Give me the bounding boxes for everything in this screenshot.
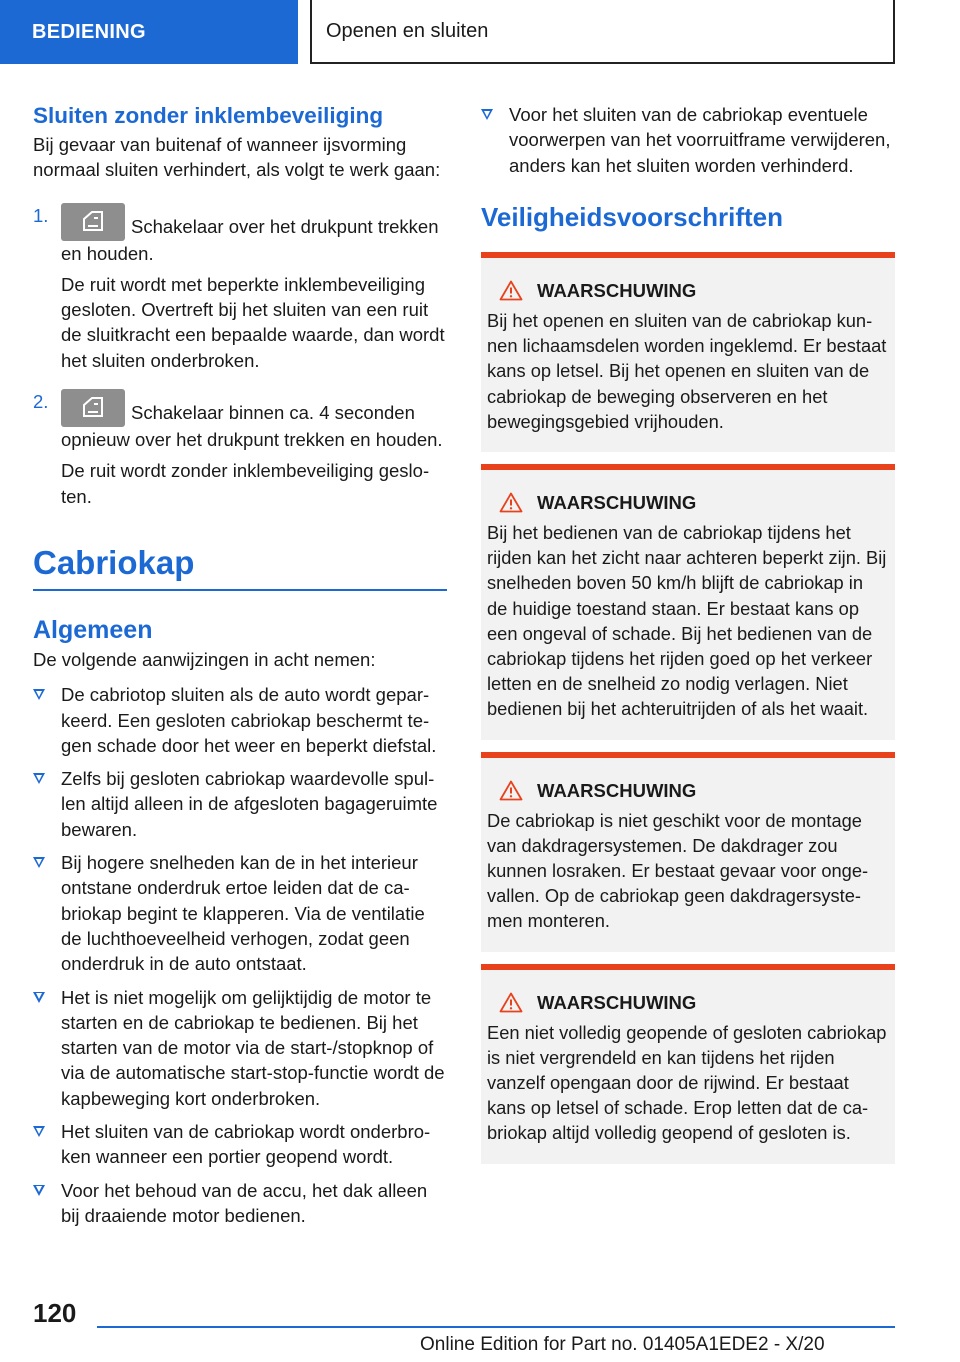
list-item-text: Zelfs bij gesloten cabriokap waardevolle spullen altijd alleen in de afgesloten bagageruimte bewaren. <box>61 768 438 840</box>
warning-header <box>487 490 887 516</box>
list-item-text: De cabriotop sluiten als de auto wordt geparkeerd. Een gesloten cabriokap beschermt tegen schade door het weer en beperkt diefstal. <box>61 684 437 756</box>
header-section <box>0 0 298 64</box>
list-item <box>33 850 447 976</box>
warning-header <box>487 990 887 1016</box>
footer-edition: Online Edition for Part no. 01405A1EDE2 - X/20 <box>420 1334 825 1355</box>
bullet-triangle-icon <box>33 992 45 1003</box>
step-number: 2. <box>33 391 49 413</box>
warning-box <box>481 252 895 452</box>
list-item-text: Voor het behoud van de accu, het dak alleen bij draaiende motor bedienen. <box>61 1179 428 1226</box>
warning-title: WAARSCHUWING <box>537 279 697 301</box>
list-item <box>33 985 447 1111</box>
left-column <box>33 100 447 1228</box>
step-detail: De ruit wordt zonder inklembeveiliging gesloten. <box>61 460 430 507</box>
list-item <box>33 766 447 842</box>
step-2 <box>33 389 447 509</box>
list-item <box>33 1119 447 1170</box>
warning-triangle-icon <box>499 992 523 1013</box>
warning-box <box>481 964 895 1164</box>
warning-text: Bij het bedienen van de cabriokap tijdens het rijden kan het zicht naar achteren beperkt zijn. Bij snelheden boven 50 km/h blijft de cabriokap in de huidige toestand staan. Er bestaat kans op een ongeval of schade. Bij het bedienen van de cabriokap tijdens het rijden goed op het verkeer letten en de snelheid zo nodig verlagen. Niet bedienen bij het achteruitrijden of als het waait. <box>487 521 887 720</box>
warning-text: De cabriokap is niet geschikt voor de montage van dakdragersystemen. De dakdrager zou kunnen losraken. Er bestaat gevaar voor ongevallen. Op de cabriokap geen dakdragersystemen monteren. <box>487 809 869 932</box>
step-detail: De ruit wordt met beperkte inklembeveiliging gesloten. Overtreft bij het sluiten van een ruit de sluitkracht een bepaalde waarde, dan wordt het sluiten onderbroken. <box>61 273 445 371</box>
list-item <box>481 102 895 178</box>
subheading: Sluiten zonder inklembeveiliging <box>33 103 384 128</box>
chapter-title: Cabriokap <box>33 543 195 581</box>
bullet-triangle-icon <box>33 689 45 700</box>
list-item-text: Het sluiten van de cabriokap wordt onderbroken wanneer een portier geopend wordt. <box>61 1121 431 1168</box>
list-item <box>33 682 447 758</box>
chapter-rule <box>33 589 447 591</box>
warning-triangle-icon <box>499 780 523 801</box>
step-1 <box>33 203 447 373</box>
step-text: Schakelaar binnen ca. 4 seconden opnieuw over het drukpunt trekken en houden. <box>61 402 443 451</box>
warning-box <box>481 752 895 952</box>
warning-title: WAARSCHUWING <box>537 491 697 513</box>
section-title: Algemeen <box>33 615 153 644</box>
warning-title: WAARSCHUWING <box>537 779 697 801</box>
header-title-box <box>310 0 895 64</box>
section-title: Veiligheidsvoorschriften <box>481 201 783 232</box>
bullet-triangle-icon <box>481 109 493 120</box>
page-number: 120 <box>33 1298 77 1328</box>
list-item-text: Voor het sluiten van de cabriokap eventuele voorwerpen van het voorruitframe verwijderen, anders kan het sluiten worden verhinderd. <box>509 104 891 176</box>
intro-text: Bij gevaar van buitenaf of wanneer ijsvorming normaal sluiten verhindert, als volgt te werk gaan: <box>33 134 441 181</box>
list-item-text: Bij hogere snelheden kan de in het interieur ontstane onderdruk ertoe leiden dat de cabriokap begint te klapperen. Via de ventilatie de luchthoeveelheid verhogen, zodat geen onderdruk in de auto ontstaat. <box>61 852 425 975</box>
warning-header <box>487 278 887 304</box>
warning-header <box>487 778 887 804</box>
warning-triangle-icon <box>499 492 523 513</box>
warning-title: WAARSCHUWING <box>537 991 697 1013</box>
window-switch-icon <box>61 203 125 241</box>
warning-triangle-icon <box>499 280 523 301</box>
list-item-text: Het is niet mogelijk om gelijktijdig de motor te starten en de cabriokap te bedienen. Bij het starten van de motor via de start-/stopknop of via de automatische start-stop-functie wordt de kapbeweging kort onderbroken. <box>61 986 445 1109</box>
window-switch-icon <box>61 389 125 427</box>
bullet-triangle-icon <box>33 1185 45 1196</box>
header-title: Openen en sluiten <box>326 19 489 42</box>
warning-text: Bij het openen en sluiten van de cabriokap kunnen lichaamsdelen worden ingeklemd. Er bestaat kans op letsel. Bij het openen en sluiten van de cabriokap de beweging observeren en het bewegingsgebied vrijhouden. <box>487 309 887 432</box>
footer-rule <box>97 1326 895 1328</box>
bullet-triangle-icon <box>33 1126 45 1137</box>
section-intro: De volgende aanwijzingen in acht nemen: <box>33 648 376 670</box>
step-number: 1. <box>33 204 49 226</box>
header-section-label: BEDIENING <box>32 20 146 43</box>
warning-text: Een niet volledig geopende of gesloten cabriokap is niet vergrendeld en kan tijdens het rijden vanzelf opengaan door de rijwind. Er bestaat kans op letsel of schade. Erop letten dat de cabriokap altijd volledig geopend of gesloten is. <box>487 1021 887 1144</box>
step-text: Schakelaar over het drukpunt trekken en houden. <box>61 215 439 264</box>
bullet-triangle-icon <box>33 773 45 784</box>
bullet-triangle-icon <box>33 857 45 868</box>
list-item <box>33 1178 447 1229</box>
warning-box <box>481 464 895 740</box>
right-column <box>481 102 895 1164</box>
